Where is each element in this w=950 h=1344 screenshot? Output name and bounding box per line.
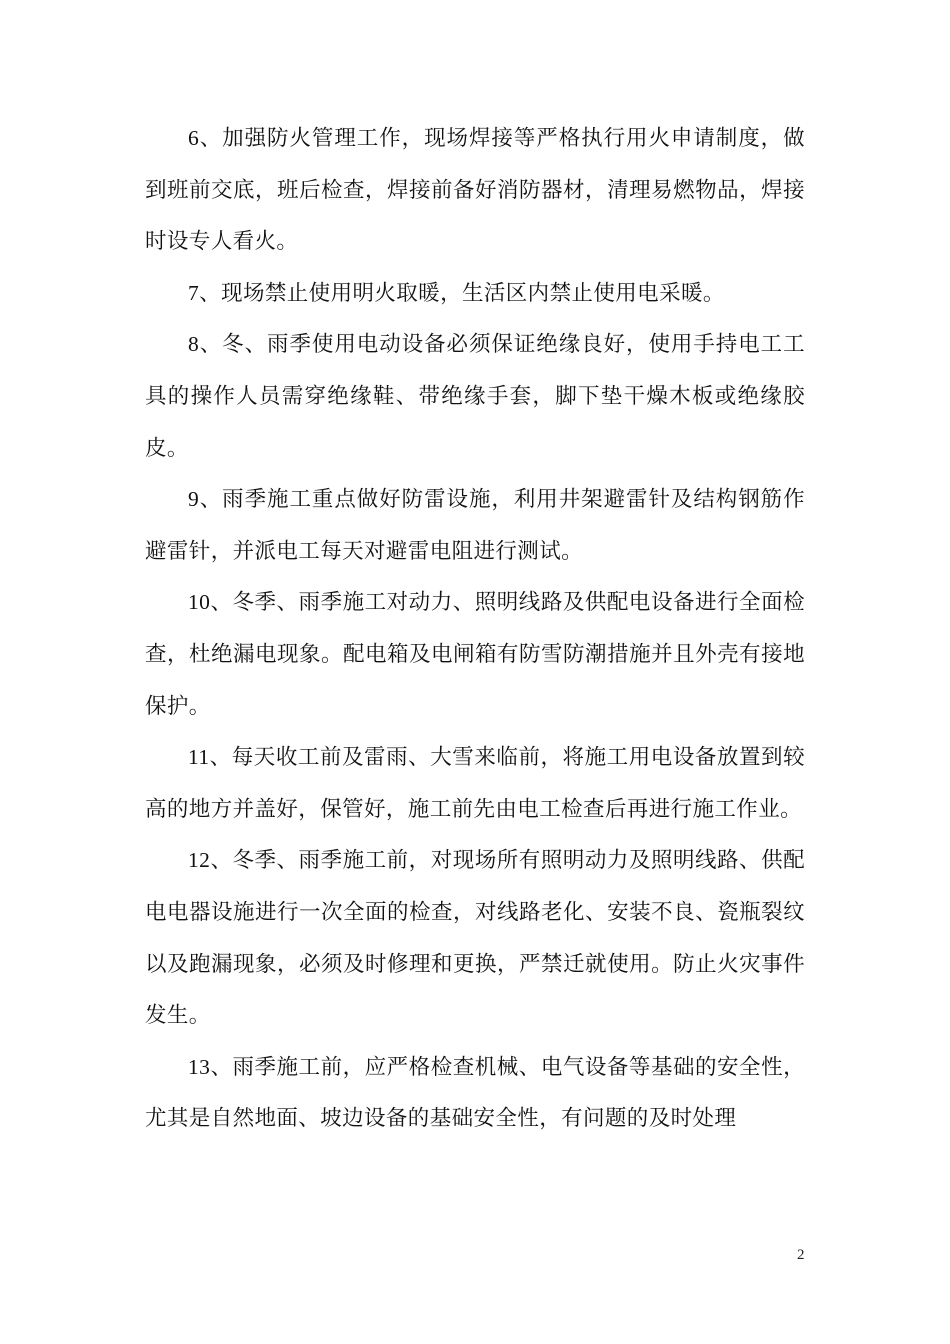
paragraph-item-7 — [145, 268, 805, 320]
item-text: 冬、雨季使用电动设备必须保证绝缘良好，使用手持电工工具的操作人员需穿绝缘鞋、带绝缘手套，脚下垫干燥木板或绝缘胶皮。 — [145, 332, 805, 461]
item-separator: 、 — [209, 745, 232, 771]
item-text: 雨季施工重点做好防雷设施，利用井架避雷针及结构钢筋作避雷针，并派电工每天对避雷电阻进行测试。 — [145, 487, 805, 564]
item-separator: 、 — [199, 280, 222, 306]
item-text: 现场禁止使用明火取暖，生活区内禁止使用电采暖。 — [221, 280, 725, 306]
item-text: 加强防火管理工作，现场焊接等严格执行用火申请制度，做到班前交底，班后检查，焊接前备好消防器材，清理易燃物品，焊接时设专人看火。 — [145, 126, 805, 255]
document-body — [145, 113, 805, 1145]
item-number: 6 — [188, 126, 200, 150]
item-number: 10 — [188, 590, 211, 615]
item-number: 8 — [188, 332, 200, 357]
item-separator: 、 — [210, 1054, 233, 1080]
paragraph-item-9 — [145, 474, 805, 577]
paragraph-item-12 — [145, 835, 805, 1041]
item-separator: 、 — [210, 848, 233, 874]
item-text: 雨季施工前，应严格检查机械、电气设备等基础的安全性，尤其是自然地面、坡边设备的基础安全性，有问题的及时处理 — [145, 1054, 805, 1132]
item-separator: 、 — [199, 487, 223, 513]
item-text: 冬季、雨季施工对动力、照明线路及供配电设备进行全面检查，杜绝漏电现象。配电箱及电闸箱有防雪防潮措施并且外壳有接地保护。 — [145, 590, 805, 719]
item-separator: 、 — [210, 590, 233, 616]
page-number: 2 — [797, 1247, 805, 1263]
item-text: 冬季、雨季施工前，对现场所有照明动力及照明线路、供配电电器设施进行一次全面的检查，对线路老化、安装不良、瓷瓶裂纹以及跑漏现象，必须及时修理和更换，严禁迁就使用。防止火灾事件发生。 — [145, 848, 805, 1029]
item-separator: 、 — [199, 126, 223, 151]
item-number: 9 — [188, 487, 200, 512]
item-number: 7 — [188, 280, 200, 305]
paragraph-item-11 — [145, 732, 805, 835]
item-number: 13 — [188, 1054, 211, 1079]
item-text: 每天收工前及雷雨、大雪来临前，将施工用电设备放置到较高的地方并盖好，保管好，施工前先由电工检查后再进行施工作业。 — [145, 745, 805, 822]
item-separator: 、 — [199, 332, 223, 358]
paragraph-item-10 — [145, 577, 805, 732]
item-number: 11 — [188, 745, 210, 770]
paragraph-item-6 — [145, 113, 805, 268]
item-number: 12 — [188, 848, 211, 873]
paragraph-item-8 — [145, 319, 805, 474]
paragraph-item-13 — [145, 1042, 805, 1145]
